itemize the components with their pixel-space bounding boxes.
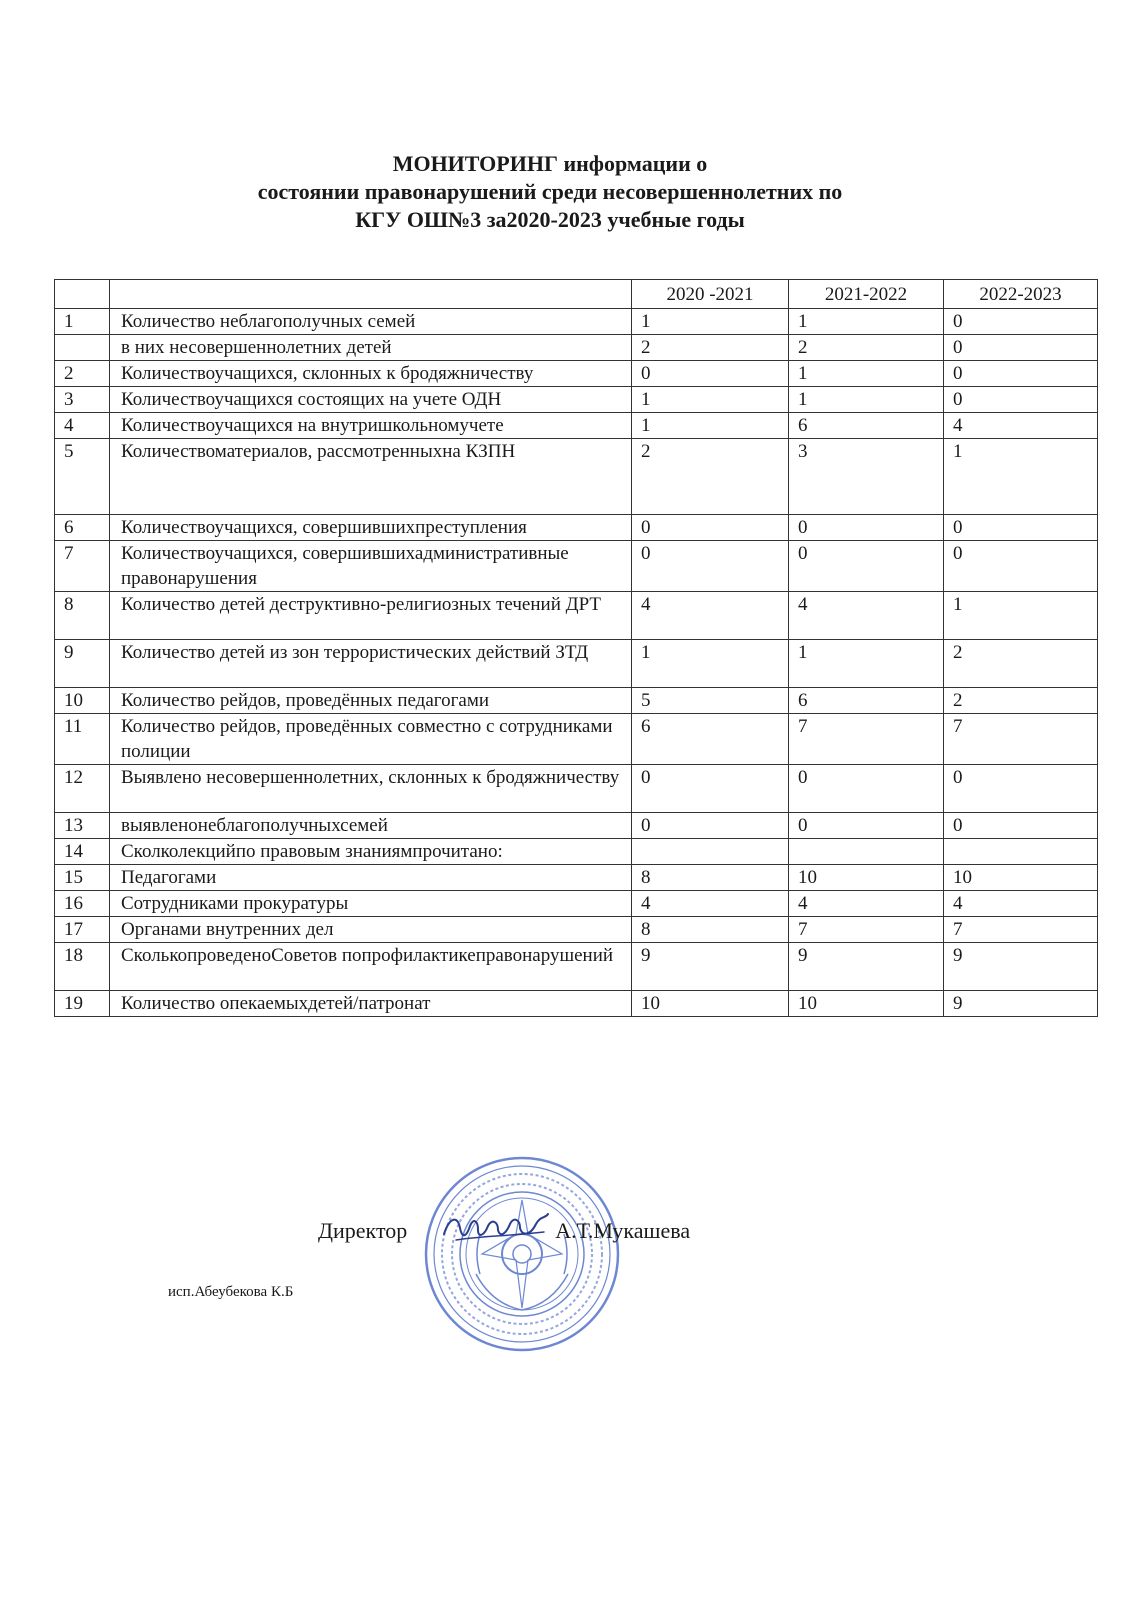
row-number-cell: 18 xyxy=(55,943,110,991)
row-indicator-cell: Количествоучащихся, совершившихадминистративные правонарушения xyxy=(110,541,632,592)
row-indicator-cell: Выявлено несовершеннолетних, склонных к бродяжничеству xyxy=(110,765,632,813)
executor-note: исп.Абеубекова К.Б xyxy=(168,1284,294,1300)
row-indicator-cell: Количество детей деструктивно-религиозных течений ДРТ xyxy=(110,592,632,640)
value-cell-2021-2022: 1 xyxy=(789,361,944,387)
row-number-cell: 15 xyxy=(55,865,110,891)
value-cell-2021-2022: 0 xyxy=(789,813,944,839)
value-cell-2020-2021: 10 xyxy=(632,991,789,1017)
row-number-cell: 4 xyxy=(55,413,110,439)
value-cell-2020-2021: 0 xyxy=(632,541,789,592)
value-cell-2022-2023: 0 xyxy=(944,309,1098,335)
signatory-role: Директор xyxy=(318,1218,408,1243)
value-cell-2022-2023: 0 xyxy=(944,813,1098,839)
table-row xyxy=(55,688,1098,714)
header-cell-number xyxy=(55,280,110,309)
row-number-cell: 19 xyxy=(55,991,110,1017)
table-row xyxy=(55,541,1098,592)
value-cell-2022-2023: 10 xyxy=(944,865,1098,891)
row-indicator-cell: Количество рейдов, проведённых педагогами xyxy=(110,688,632,714)
table-row xyxy=(55,813,1098,839)
value-cell-2021-2022: 4 xyxy=(789,891,944,917)
value-cell-2022-2023: 0 xyxy=(944,541,1098,592)
table-row xyxy=(55,991,1098,1017)
row-number-cell: 13 xyxy=(55,813,110,839)
value-cell-2021-2022: 2 xyxy=(789,335,944,361)
row-number-cell xyxy=(55,335,110,361)
value-cell-2021-2022: 1 xyxy=(789,640,944,688)
row-number-cell: 6 xyxy=(55,515,110,541)
value-cell-2020-2021: 8 xyxy=(632,865,789,891)
value-cell-2022-2023: 0 xyxy=(944,765,1098,813)
row-number-cell: 10 xyxy=(55,688,110,714)
value-cell-2022-2023: 0 xyxy=(944,387,1098,413)
row-indicator-cell: Количество детей из зон террористических действий ЗТД xyxy=(110,640,632,688)
row-indicator-cell: Количество рейдов, проведённых совместно с сотрудниками полиции xyxy=(110,714,632,765)
table-row xyxy=(55,309,1098,335)
value-cell-2020-2021: 4 xyxy=(632,592,789,640)
value-cell-2022-2023: 7 xyxy=(944,917,1098,943)
value-cell-2022-2023: 1 xyxy=(944,592,1098,640)
value-cell-2020-2021: 1 xyxy=(632,640,789,688)
header-cell-year-2022-2023: 2022-2023 xyxy=(944,280,1098,309)
header-cell-year-2020-2021: 2020 -2021 xyxy=(632,280,789,309)
value-cell-2021-2022: 7 xyxy=(789,917,944,943)
title-line-2: состоянии правонарушений среди несовершеннолетних по xyxy=(257,179,843,204)
row-number-cell: 2 xyxy=(55,361,110,387)
row-indicator-cell: СколькопроведеноСоветов попрофилактикеправонарушений xyxy=(110,943,632,991)
table-body xyxy=(55,309,1098,1017)
row-number-cell: 11 xyxy=(55,714,110,765)
value-cell-2022-2023: 0 xyxy=(944,515,1098,541)
value-cell-2020-2021: 0 xyxy=(632,813,789,839)
signatory-name: А.Т.Мукашева xyxy=(555,1218,691,1243)
value-cell-2020-2021: 8 xyxy=(632,917,789,943)
table-row xyxy=(55,917,1098,943)
table-row xyxy=(55,413,1098,439)
value-cell-2022-2023: 9 xyxy=(944,943,1098,991)
document-title xyxy=(130,150,970,234)
value-cell-2021-2022: 0 xyxy=(789,541,944,592)
table-row xyxy=(55,943,1098,991)
value-cell-2021-2022: 3 xyxy=(789,439,944,515)
row-number-cell: 12 xyxy=(55,765,110,813)
row-number-cell: 5 xyxy=(55,439,110,515)
row-indicator-cell: Количество неблагополучных семей xyxy=(110,309,632,335)
monitoring-table xyxy=(54,279,1098,1017)
value-cell-2022-2023: 2 xyxy=(944,688,1098,714)
value-cell-2021-2022: 1 xyxy=(789,309,944,335)
value-cell-2022-2023: 7 xyxy=(944,714,1098,765)
table-row xyxy=(55,335,1098,361)
table-row xyxy=(55,891,1098,917)
value-cell-2021-2022: 1 xyxy=(789,387,944,413)
value-cell-2022-2023: 0 xyxy=(944,361,1098,387)
table-row xyxy=(55,839,1098,865)
value-cell-2020-2021: 0 xyxy=(632,515,789,541)
row-indicator-cell: Количествоучащихся, совершившихпреступления xyxy=(110,515,632,541)
value-cell-2020-2021: 1 xyxy=(632,413,789,439)
row-indicator-cell: Сколколекцийпо правовым знаниямпрочитано: xyxy=(110,839,632,865)
row-number-cell: 3 xyxy=(55,387,110,413)
value-cell-2020-2021 xyxy=(632,839,789,865)
table-row xyxy=(55,865,1098,891)
table-row xyxy=(55,714,1098,765)
row-indicator-cell: Количество опекаемыхдетей/патронат xyxy=(110,991,632,1017)
value-cell-2021-2022: 10 xyxy=(789,991,944,1017)
row-indicator-cell: Количествоучащихся на внутришкольномучете xyxy=(110,413,632,439)
title-line-3: КГУ ОШ№3 за2020-2023 учебные годы xyxy=(355,207,745,232)
value-cell-2020-2021: 1 xyxy=(632,309,789,335)
title-line-1: МОНИТОРИНГ информации о xyxy=(392,151,708,176)
value-cell-2020-2021: 2 xyxy=(632,439,789,515)
row-number-cell: 7 xyxy=(55,541,110,592)
table-row xyxy=(55,439,1098,515)
value-cell-2022-2023: 1 xyxy=(944,439,1098,515)
round-seal-stamp xyxy=(422,1154,622,1354)
value-cell-2021-2022: 7 xyxy=(789,714,944,765)
row-number-cell: 14 xyxy=(55,839,110,865)
value-cell-2021-2022: 0 xyxy=(789,765,944,813)
row-indicator-cell: Количествоучащихся, склонных к бродяжничеству xyxy=(110,361,632,387)
row-indicator-cell: Количествоучащихся состоящих на учете ОДН xyxy=(110,387,632,413)
row-indicator-cell: Органами внутренних дел xyxy=(110,917,632,943)
table-row xyxy=(55,387,1098,413)
value-cell-2022-2023 xyxy=(944,839,1098,865)
value-cell-2020-2021: 2 xyxy=(632,335,789,361)
table-row xyxy=(55,640,1098,688)
row-indicator-cell: в них несовершеннолетних детей xyxy=(110,335,632,361)
row-indicator-cell: Педагогами xyxy=(110,865,632,891)
row-number-cell: 17 xyxy=(55,917,110,943)
table-row xyxy=(55,361,1098,387)
value-cell-2021-2022: 6 xyxy=(789,413,944,439)
value-cell-2021-2022: 6 xyxy=(789,688,944,714)
value-cell-2021-2022: 0 xyxy=(789,515,944,541)
value-cell-2022-2023: 4 xyxy=(944,413,1098,439)
value-cell-2020-2021: 9 xyxy=(632,943,789,991)
table-row xyxy=(55,515,1098,541)
value-cell-2020-2021: 6 xyxy=(632,714,789,765)
table-row xyxy=(55,592,1098,640)
value-cell-2020-2021: 1 xyxy=(632,387,789,413)
value-cell-2020-2021: 0 xyxy=(632,765,789,813)
row-number-cell: 1 xyxy=(55,309,110,335)
value-cell-2022-2023: 0 xyxy=(944,335,1098,361)
value-cell-2022-2023: 4 xyxy=(944,891,1098,917)
value-cell-2021-2022: 9 xyxy=(789,943,944,991)
row-indicator-cell: Сотрудниками прокуратуры xyxy=(110,891,632,917)
value-cell-2020-2021: 0 xyxy=(632,361,789,387)
header-cell-year-2021-2022: 2021-2022 xyxy=(789,280,944,309)
value-cell-2021-2022: 4 xyxy=(789,592,944,640)
value-cell-2022-2023: 9 xyxy=(944,991,1098,1017)
row-number-cell: 8 xyxy=(55,592,110,640)
value-cell-2021-2022 xyxy=(789,839,944,865)
table-header-row xyxy=(55,280,1098,309)
row-indicator-cell: Количествоматериалов, рассмотренныхна КЗПН xyxy=(110,439,632,515)
value-cell-2021-2022: 10 xyxy=(789,865,944,891)
value-cell-2020-2021: 4 xyxy=(632,891,789,917)
header-cell-indicator xyxy=(110,280,632,309)
table-row xyxy=(55,765,1098,813)
row-indicator-cell: выявленонеблагополучныхсемей xyxy=(110,813,632,839)
value-cell-2022-2023: 2 xyxy=(944,640,1098,688)
row-number-cell: 16 xyxy=(55,891,110,917)
signature-line xyxy=(318,1218,690,1244)
value-cell-2020-2021: 5 xyxy=(632,688,789,714)
row-number-cell: 9 xyxy=(55,640,110,688)
